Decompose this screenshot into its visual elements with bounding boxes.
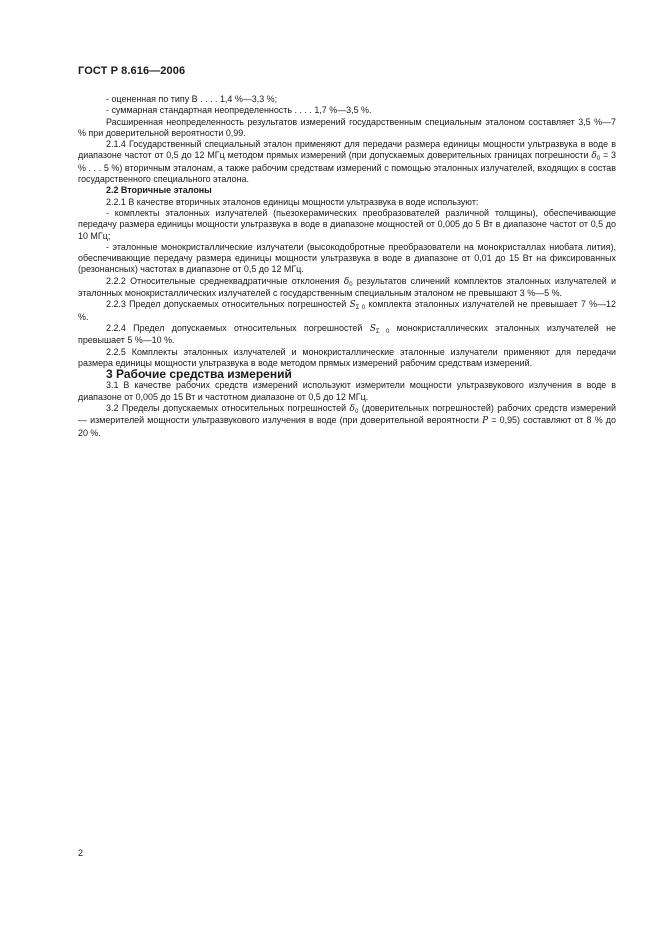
text-run: монокристаллических эталонных излучателей не превышает 5 %—10 %. bbox=[78, 322, 616, 346]
text-run: = 3 % . . . 5 %) вторичным эталонам, а также рабочим средствам измерений с помощью эталонных излучателей, входящих в состав государственного специального эталона. bbox=[78, 150, 617, 185]
delta-symbol: δ bbox=[591, 151, 597, 162]
text-run: результатов сличений комплектов эталонных излучателей и эталонных монокристаллических излучателей с государственным специальным эталоном не превышают 3 %—5 %. bbox=[78, 275, 616, 299]
document-header: ГОСТ Р 8.616—2006 bbox=[78, 65, 186, 77]
delta-symbol: δ bbox=[349, 404, 355, 415]
text-run: = 0,95) составляют от 8 % до 20 %. bbox=[78, 415, 616, 438]
paragraph: - комплекты эталонных излучателей (пьезокерамических преобразователей различной толщины), обеспечивающие передачу размера единицы мощности ультразвука в воде в диапазоне мощностей от 0,005 до 5 Вт в диапазоне частот от 0,5 до 10 МГц; bbox=[78, 207, 616, 241]
page-number: 2 bbox=[78, 848, 84, 858]
text-run: 2.2.2 Относительные среднеквадратичные отклонения bbox=[106, 275, 344, 286]
delta-symbol: δ bbox=[343, 276, 350, 287]
paragraph: 2.2.5 Комплекты эталонных излучателей и монокристаллические эталонные излучатели применяют для передачи размера единицы мощности ультразвука в воде методом прямых измерений рабочим средствам измерений. bbox=[78, 346, 616, 368]
paragraph: - эталонные монокристаллические излучатели (высокодобротные преобразователи на монокристаллах ниобата лития), обеспечивающие передачу размера единицы мощности ультразвука в воде в диапазоне от 0,01 до 15 Вт на фиксированных (резонансных) частотах в диапазоне от 0,5 до 12 МГц. bbox=[78, 241, 616, 275]
text-run: комплекта эталонных излучателей не превышает 7 %—12 %. bbox=[78, 299, 616, 322]
s-symbol: S bbox=[369, 323, 376, 334]
text-run: 2.1.4 Государственный специальный эталон применяют для передачи размера единицы мощности ультразвука в воде в диапазоне частот от 0,5 до 12 МГц методом прямых измерений (при допускаемых доверительных границах погрешности bbox=[78, 139, 616, 161]
subsection-title: 2.2 Вторичные эталоны bbox=[106, 185, 212, 196]
subscript: Σ 0 bbox=[355, 305, 366, 312]
p-symbol: P bbox=[482, 416, 489, 427]
subscript: 0 bbox=[596, 156, 601, 163]
subscript: 0 bbox=[354, 409, 359, 416]
text-run: 3.2 Пределы допускаемых относительных погрешностей bbox=[106, 403, 350, 414]
paragraph-2-2-4 bbox=[78, 323, 616, 347]
subscript: 0 bbox=[349, 281, 353, 288]
paragraph: - суммарная стандартная неопределенность . . . . 1,7 %—3,5 %. bbox=[106, 105, 372, 116]
paragraph: 3.1 В качестве рабочих средств измерений используют измерители мощности ультразвукового излучения в воде в диапазоне от 0,005 до 15 Вт и частотном диапазоне от 0,5 до 12 МГц. bbox=[78, 380, 616, 402]
paragraph: Расширенная неопределенность результатов измерений государственным специальным эталоном составляет 3,5 %—7 % при доверительной вероятности 0,99. bbox=[78, 116, 616, 138]
s-symbol: S bbox=[349, 300, 356, 311]
section-title: 3 Рабочие средства измерений bbox=[106, 367, 292, 382]
document-body bbox=[78, 94, 616, 439]
paragraph-2-2-2 bbox=[78, 276, 616, 300]
text-run: 2.2.3 Предел допускаемых относительных погрешностей bbox=[106, 299, 350, 310]
paragraph-2-1-4 bbox=[78, 139, 616, 185]
text-run: (доверительных погрешностей) рабочих средств измерений — измерителей мощности ультразвукового излучения в воде (при доверительной вероятности bbox=[78, 403, 616, 426]
subscript: Σ 0 bbox=[375, 328, 390, 335]
text-run: 2.2.4 Предел допускаемых относительных погрешностей bbox=[106, 322, 370, 333]
paragraph-2-2-3 bbox=[78, 299, 616, 323]
paragraph-3-2 bbox=[78, 403, 616, 439]
paragraph: - оцененная по типу В . . . . 1,4 %—3,3 %; bbox=[106, 94, 278, 104]
paragraph: 2.2.1 В качестве вторичных эталонов единицы мощности ультразвука в воде используют: bbox=[106, 196, 479, 207]
